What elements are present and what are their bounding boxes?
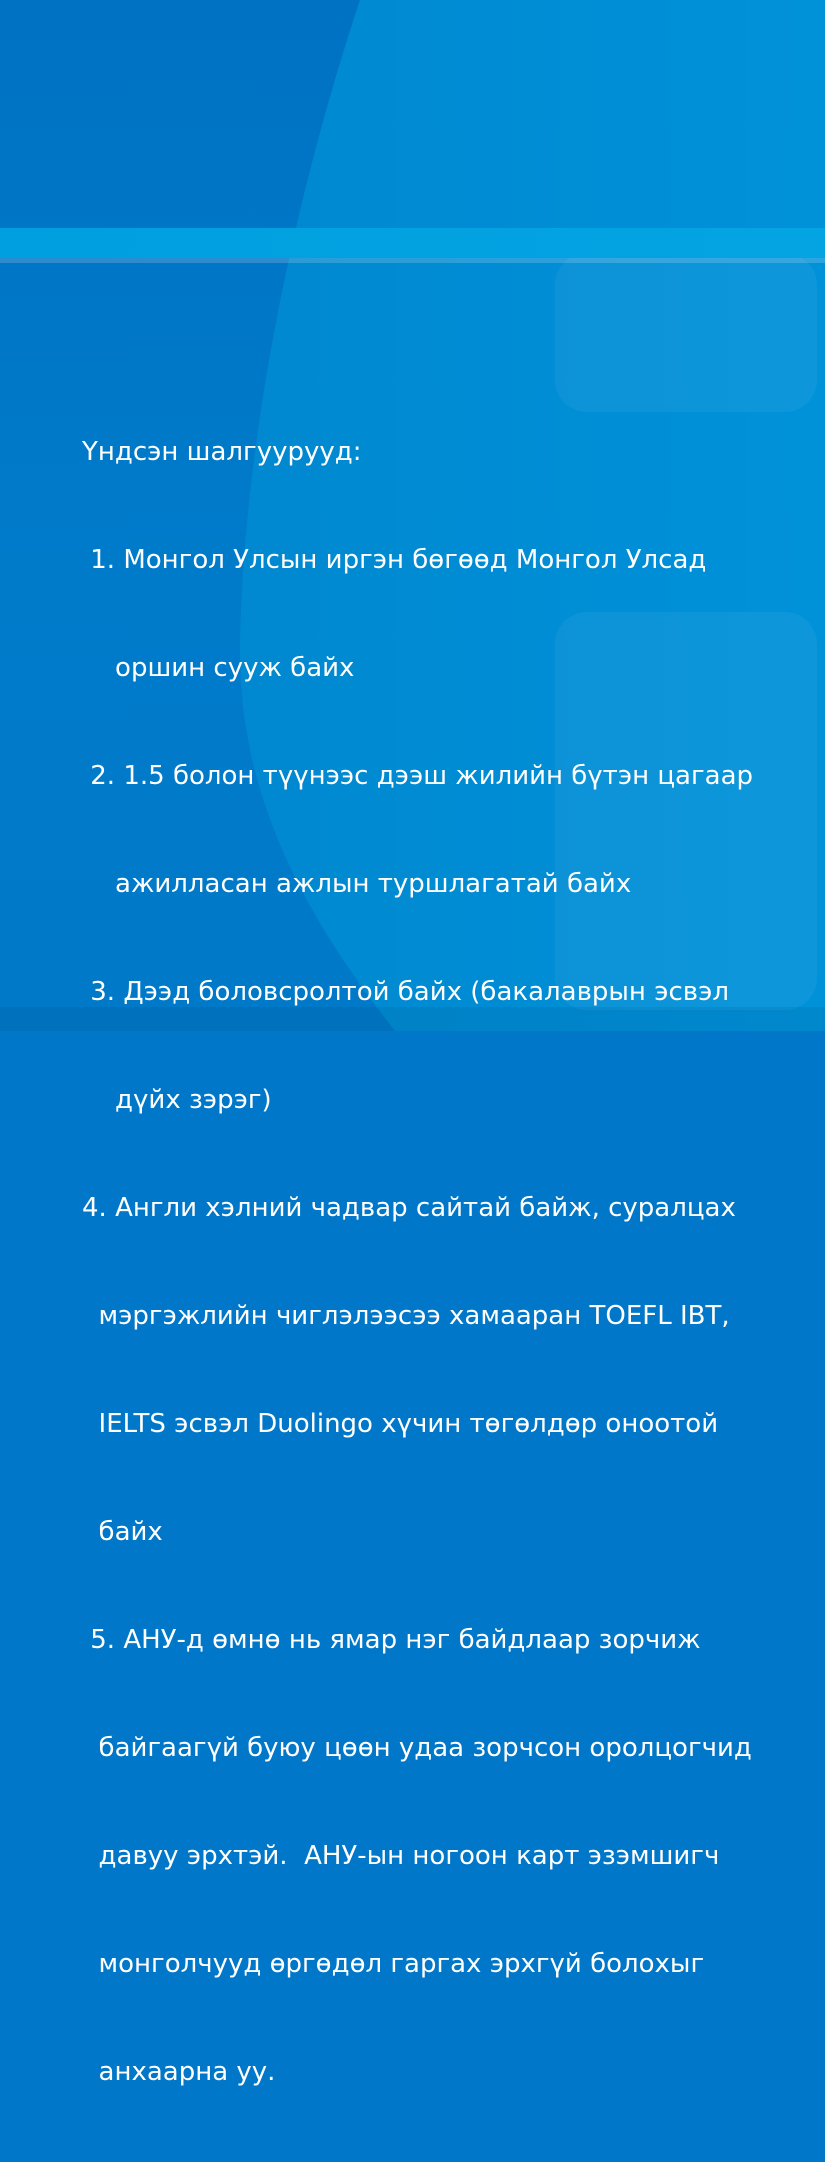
criteria-line: 4. Англи хэлний чадвар сайтай байж, суралцах	[82, 1193, 736, 1223]
criteria-line: ажилласан ажлын туршлагатай байх	[82, 869, 632, 899]
header-accent-band	[0, 228, 825, 258]
criteria-line: 5. АНУ-д өмнө нь ямар нэг байдлаар зорчиж	[82, 1625, 701, 1655]
criteria-text-block	[82, 362, 792, 2162]
criteria-line: 2. 1.5 болон түүнээс дээш жилийн бүтэн цагаар	[82, 761, 754, 791]
criteria-line: оршин сууж байх	[82, 653, 355, 683]
criteria-line: IELTS эсвэл Duolingo хүчин төгөлдөр оноотой	[82, 1409, 719, 1439]
criteria-line: анхаарна уу.	[82, 2057, 276, 2087]
criteria-heading: Үндсэн шалгуурууд:	[82, 437, 362, 467]
criteria-line: мэргэжлийн чиглэлээсээ хамааран TOEFL IBT,	[82, 1301, 730, 1331]
criteria-line: 3. Дээд боловсролтой байх (бакалаврын эсвэл	[82, 977, 729, 1007]
criteria-line: давуу эрхтэй. АНУ-ын ногоон карт эзэмшигч	[82, 1841, 720, 1871]
criteria-line: монголчууд өргөдөл гаргах эрхгүй болохыг	[82, 1949, 705, 1979]
criteria-line: байх	[82, 1517, 163, 1547]
criteria-line: 1. Монгол Улсын иргэн бөгөөд Монгол Улсад	[82, 545, 707, 575]
header-accent-band-edge	[0, 258, 825, 263]
criteria-line: дүйх зэрэг)	[82, 1085, 272, 1115]
criteria-line: байгаагүй буюу цөөн удаа зорчсон оролцогчид	[82, 1733, 752, 1763]
